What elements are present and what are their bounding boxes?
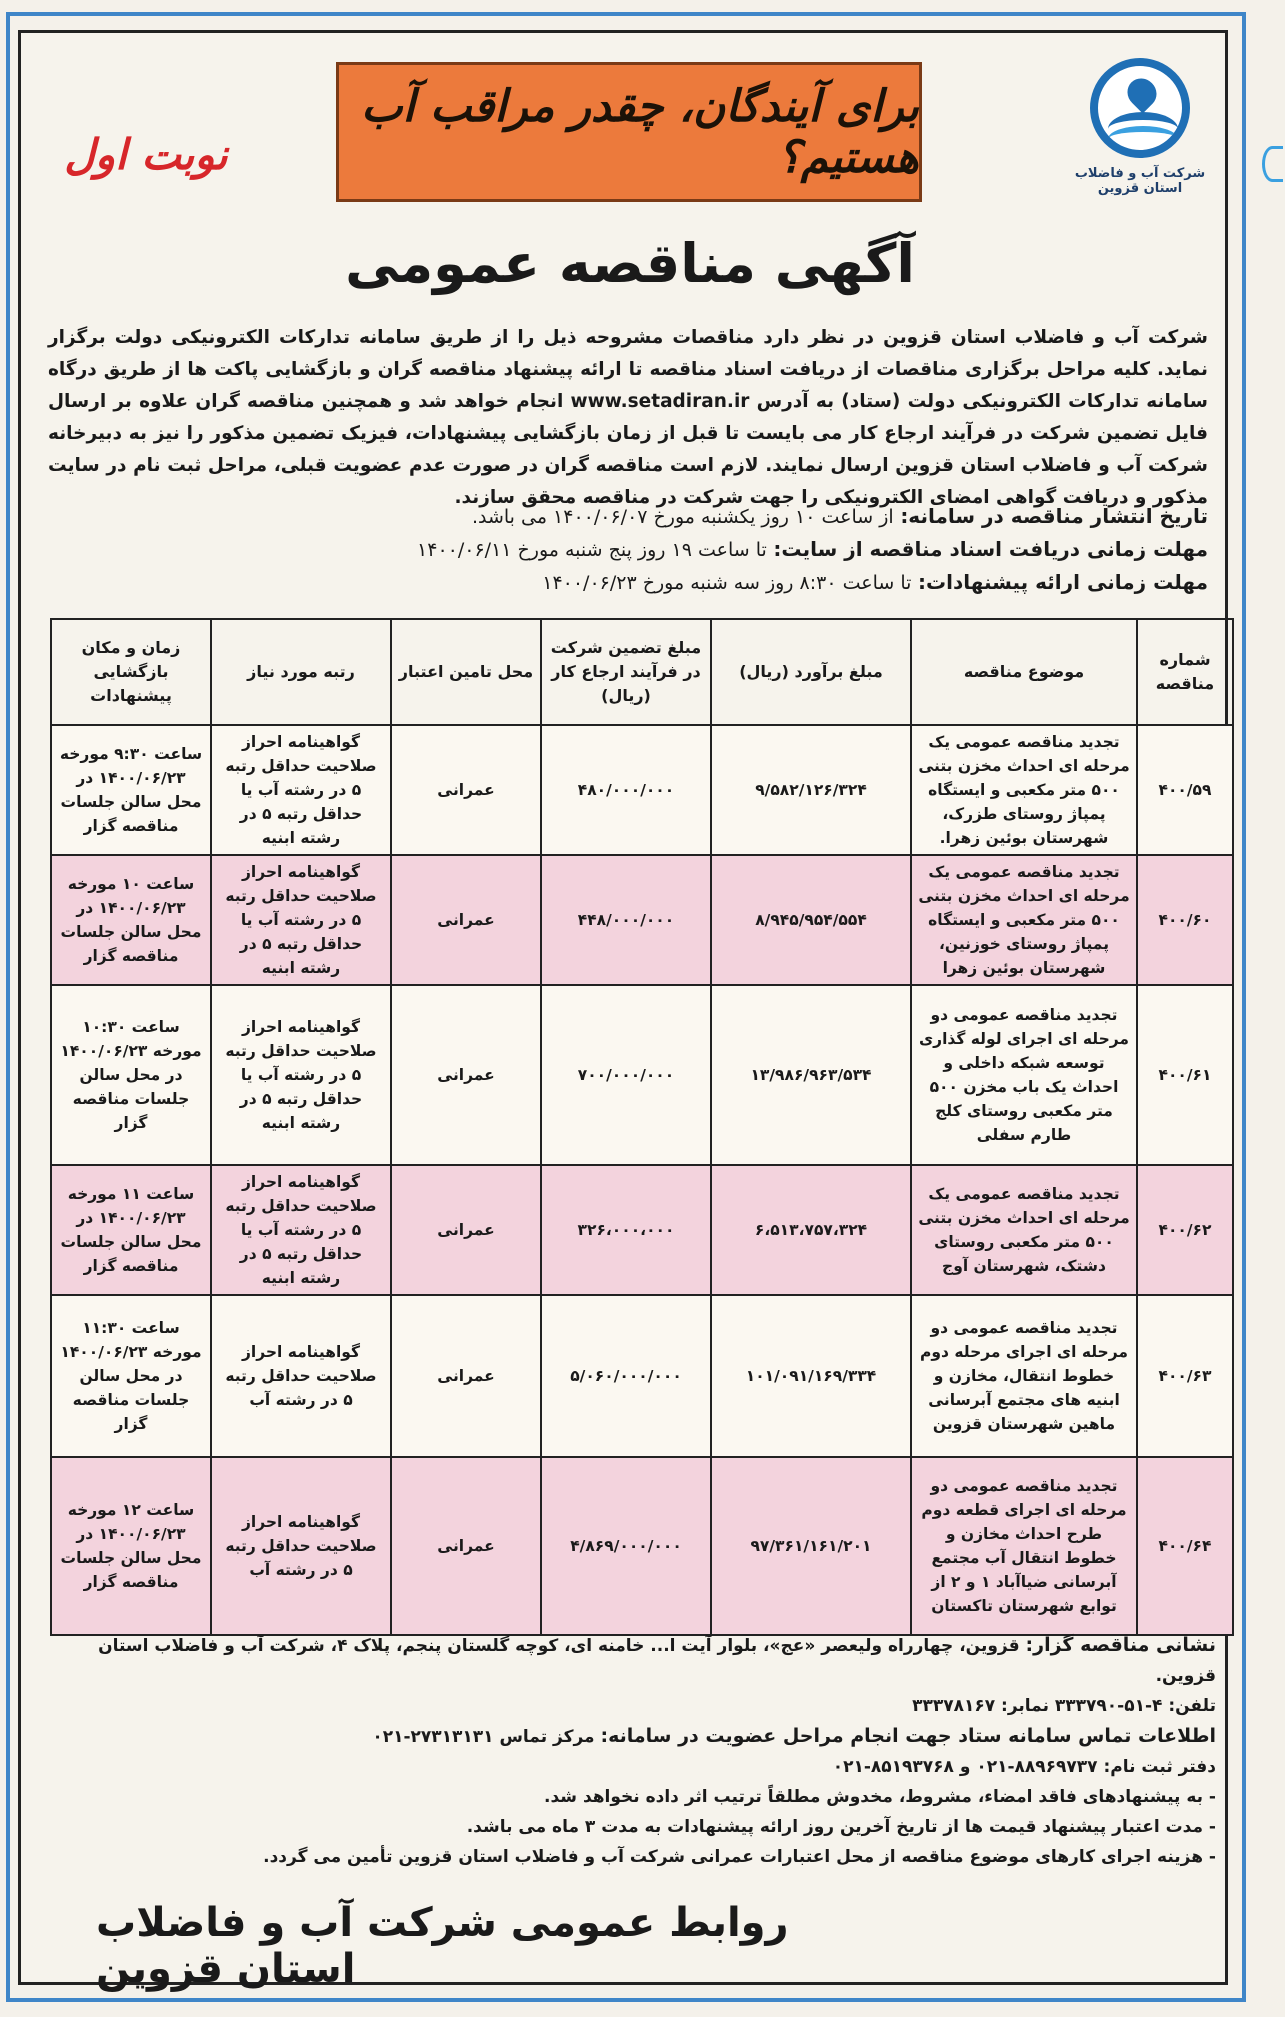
tender-opening: ساعت ۹:۳۰ مورخه ۱۴۰۰/۰۶/۲۳ در محل سالن جلسات مناقصه گزار bbox=[51, 725, 211, 855]
tender-number: ۴۰۰/۶۳ bbox=[1137, 1295, 1233, 1457]
table-row bbox=[51, 1295, 1233, 1457]
tender-opening: ساعت ۱۰ مورخه ۱۴۰۰/۰۶/۲۳ در محل سالن جلسات مناقصه گزار bbox=[51, 855, 211, 985]
tender-grade: گواهینامه احراز صلاحیت حداقل رتبه ۵ در رشته آب یا حداقل رتبه ۵ در رشته ابنیه bbox=[211, 855, 391, 985]
date-line: تاریخ انتشار مناقصه در سامانه: از ساعت ۱۰ روز یکشنبه مورخ ۱۴۰۰/۰۶/۰۷ می باشد. bbox=[471, 504, 1208, 528]
tender-number: ۴۰۰/۶۱ bbox=[1137, 985, 1233, 1165]
table-row bbox=[51, 725, 1233, 855]
tender-guarantee: ۴/۸۶۹/۰۰۰/۰۰۰ bbox=[541, 1457, 711, 1635]
date-line: مهلت زمانی ارائه پیشنهادات: تا ساعت ۸:۳۰ روز سه شنبه مورخ ۱۴۰۰/۰۶/۲۳ bbox=[542, 570, 1208, 594]
tender-guarantee: ۵/۰۶۰/۰۰۰/۰۰۰ bbox=[541, 1295, 711, 1457]
tender-number: ۴۰۰/۵۹ bbox=[1137, 725, 1233, 855]
contact-line: اطلاعات تماس سامانه ستاد جهت انجام مراحل عضویت در سامانه: مرکز تماس ۲۷۳۱۳۱۳۱-۰۲۱ bbox=[372, 1725, 1216, 1747]
tender-guarantee: ۷۰۰/۰۰۰/۰۰۰ bbox=[541, 985, 711, 1165]
water-drop-logo-icon bbox=[1090, 58, 1190, 158]
header-cell: شماره مناقصه bbox=[1137, 619, 1233, 725]
office-line: دفتر ثبت نام: ۸۸۹۶۹۷۳۷-۰۲۱ و ۸۵۱۹۳۷۶۸-۰۲۱ bbox=[832, 1757, 1216, 1777]
tender-number: ۴۰۰/۶۰ bbox=[1137, 855, 1233, 985]
side-logo-fragment bbox=[1262, 146, 1283, 182]
logo-caption: شرکت آب و فاضلاب استان قزوین bbox=[1074, 166, 1206, 196]
tender-estimate: ۱۳/۹۸۶/۹۶۳/۵۳۴ bbox=[711, 985, 911, 1165]
table-header-row bbox=[51, 619, 1233, 725]
tender-subject: تجدید مناقصه عمومی یک مرحله ای احداث مخزن بتنی ۵۰۰ متر مکعبی روستای دشتک، شهرستان آوج bbox=[911, 1165, 1137, 1295]
address-line: نشانی مناقصه گزار: قزوین، چهارراه ولیعصر «عج»، بلوار آیت ا... خامنه ای، کوچه گلستان پنجم، پلاک ۴، شرکت آب و فاضلاب استان قزوین. bbox=[98, 1634, 1216, 1686]
tender-subject: تجدید مناقصه عمومی دو مرحله ای اجرای قطعه دوم طرح احداث مخازن و خطوط انتقال آب مجتمع آبرسانی ضیاآباد ۱ و ۲ از توابع شهرستان تاکستان bbox=[911, 1457, 1137, 1635]
tender-guarantee: ۴۴۸/۰۰۰/۰۰۰ bbox=[541, 855, 711, 985]
tender-estimate: ۱۰۱/۰۹۱/۱۶۹/۳۳۴ bbox=[711, 1295, 911, 1457]
tender-grade: گواهینامه احراز صلاحیت حداقل رتبه ۵ در رشته آب یا حداقل رتبه ۵ در رشته ابنیه bbox=[211, 1165, 391, 1295]
tender-number: ۴۰۰/۶۴ bbox=[1137, 1457, 1233, 1635]
notice-title: آگهی مناقصه عمومی bbox=[345, 232, 915, 295]
header-cell: موضوع مناقصه bbox=[911, 619, 1137, 725]
company-logo bbox=[1060, 58, 1220, 198]
tenders-table bbox=[50, 618, 1234, 1636]
header-cell: مبلغ تضمین شرکت در فرآیند ارجاع کار (ریال) bbox=[541, 619, 711, 725]
tender-subject: تجدید مناقصه عمومی دو مرحله ای اجرای لوله گذاری توسعه شبکه داخلی و احداث یک باب مخزن ۵۰۰ متر مکعبی روستای کلج طارم سفلی bbox=[911, 985, 1137, 1165]
tender-number: ۴۰۰/۶۲ bbox=[1137, 1165, 1233, 1295]
tender-grade: گواهینامه احراز صلاحیت حداقل رتبه ۵ در رشته آب یا حداقل رتبه ۵ در رشته ابنیه bbox=[211, 725, 391, 855]
tender-funding: عمرانی bbox=[391, 1295, 541, 1457]
tender-opening: ساعت ۱۲ مورخه ۱۴۰۰/۰۶/۲۳ در محل سالن جلسات مناقصه گزار bbox=[51, 1457, 211, 1635]
header-cell: محل تامین اعتبار bbox=[391, 619, 541, 725]
tender-opening: ساعت ۱۱:۳۰ مورخه ۱۴۰۰/۰۶/۲۳ در محل سالن جلسات مناقصه گزار bbox=[51, 1295, 211, 1457]
tender-estimate: ۹۷/۳۶۱/۱۶۱/۲۰۱ bbox=[711, 1457, 911, 1635]
phone-line: تلفن: ۴-۵۱-۳۳۳۷۹۰ نمابر: ۳۳۳۷۸۱۶۷ bbox=[912, 1696, 1216, 1716]
table-row bbox=[51, 1165, 1233, 1295]
date-line: مهلت زمانی دریافت اسناد مناقصه از سایت: تا ساعت ۱۹ روز پنج شنبه مورخ ۱۴۰۰/۰۶/۱۱ bbox=[417, 537, 1208, 561]
tender-opening: ساعت ۱۰:۳۰ مورخه ۱۴۰۰/۰۶/۲۳ در محل سالن جلسات مناقصه گزار bbox=[51, 985, 211, 1165]
note-line: - مدت اعتبار پیشنهاد قیمت ها از تاریخ آخرین روز ارائه پیشنهادات به مدت ۳ ماه می باشد. bbox=[466, 1817, 1216, 1837]
dates-block bbox=[48, 500, 1208, 599]
tender-funding: عمرانی bbox=[391, 985, 541, 1165]
tender-estimate: ۹/۵۸۲/۱۲۶/۳۲۴ bbox=[711, 725, 911, 855]
tender-funding: عمرانی bbox=[391, 1457, 541, 1635]
tender-funding: عمرانی bbox=[391, 725, 541, 855]
tender-subject: تجدید مناقصه عمومی یک مرحله ای احداث مخزن بتنی ۵۰۰ متر مکعبی و ایستگاه پمپاژ روستای طزرک، شهرستان بوئین زهرا. bbox=[911, 725, 1137, 855]
header-cell: رتبه مورد نیاز bbox=[211, 619, 391, 725]
footer-block bbox=[48, 1630, 1216, 1872]
header-cell: مبلغ برآورد (ریال) bbox=[711, 619, 911, 725]
tender-grade: گواهینامه احراز صلاحیت حداقل رتبه ۵ در رشته آب یا حداقل رتبه ۵ در رشته ابنیه bbox=[211, 985, 391, 1165]
tender-guarantee: ۴۸۰/۰۰۰/۰۰۰ bbox=[541, 725, 711, 855]
tender-grade: گواهینامه احراز صلاحیت حداقل رتبه ۵ در رشته آب bbox=[211, 1457, 391, 1635]
note-line: - به پیشنهادهای فاقد امضاء، مشروط، مخدوش مطلقاً ترتیب اثر داده نخواهد شد. bbox=[544, 1787, 1216, 1807]
table-row bbox=[51, 985, 1233, 1165]
intro-paragraph: شرکت آب و فاضلاب استان قزوین در نظر دارد مناقصات مشروحه ذیل را از طریق سامانه تدارکات الکترونیکی دولت برگزار نماید. کلیه مراحل برگزاری مناقصات از دریافت اسناد مناقصه تا ارائه پیشنهاد مناقصه گران و بازگشایی پاکت ها از طریق درگاه سامانه تدارکات الکترونیکی دولت (ستاد) به آدرس www.setadiran.ir انجام خواهد شد و همچنین مناقصه گران علاوه بر ارسال فایل تضمین شرکت در فرآیند ارجاع کار می بایست تا قبل از زمان بازگشایی پیشنهادات، فیزیک تضمین مذکور را نیز به دبیرخانه شرکت آب و فاضلاب استان قزوین ارسال نمایند. لازم است مناقصه گران در صورت عدم عضویت قبلی، مراحل ثبت نام در سایت مذکور و دریافت گواهی امضای الکترونیکی را جهت شرکت در مناقصه محقق سازند. bbox=[48, 327, 1209, 508]
tender-subject: تجدید مناقصه عمومی دو مرحله ای اجرای مرحله دوم خطوط انتقال، مخازن و ابنیه های مجتمع آبرسانی ماهین شهرستان قزوین bbox=[911, 1295, 1137, 1457]
tender-subject: تجدید مناقصه عمومی یک مرحله ای احداث مخزن بتنی ۵۰۰ متر مکعبی و ایستگاه پمپاژ روستای خوزنین، شهرستان بوئین زهرا bbox=[911, 855, 1137, 985]
tender-estimate: ۸/۹۴۵/۹۵۴/۵۵۴ bbox=[711, 855, 911, 985]
round-label: نوبت اول bbox=[64, 130, 228, 179]
tender-grade: گواهینامه احراز صلاحیت حداقل رتبه ۵ در رشته آب bbox=[211, 1295, 391, 1457]
tender-guarantee: ۳۲۶،۰۰۰،۰۰۰ bbox=[541, 1165, 711, 1295]
note-line: - هزینه اجرای کارهای موضوع مناقصه از محل اعتبارات عمرانی شرکت آب و فاضلاب استان قزوین تأمین می گردد. bbox=[263, 1847, 1216, 1867]
header-cell: زمان و مکان بازگشایی پیشنهادات bbox=[51, 619, 211, 725]
tender-funding: عمرانی bbox=[391, 1165, 541, 1295]
tender-estimate: ۶،۵۱۳،۷۵۷،۳۲۴ bbox=[711, 1165, 911, 1295]
table-row bbox=[51, 1457, 1233, 1635]
public-relations-signature: روابط عمومی شرکت آب و فاضلاب استان قزوین bbox=[96, 1900, 789, 1992]
table-row bbox=[51, 855, 1233, 985]
slogan-banner: برای آیندگان، چقدر مراقب آب هستیم؟ bbox=[336, 62, 922, 202]
tender-opening: ساعت ۱۱ مورخه ۱۴۰۰/۰۶/۲۳ در محل سالن جلسات مناقصه گزار bbox=[51, 1165, 211, 1295]
tender-funding: عمرانی bbox=[391, 855, 541, 985]
